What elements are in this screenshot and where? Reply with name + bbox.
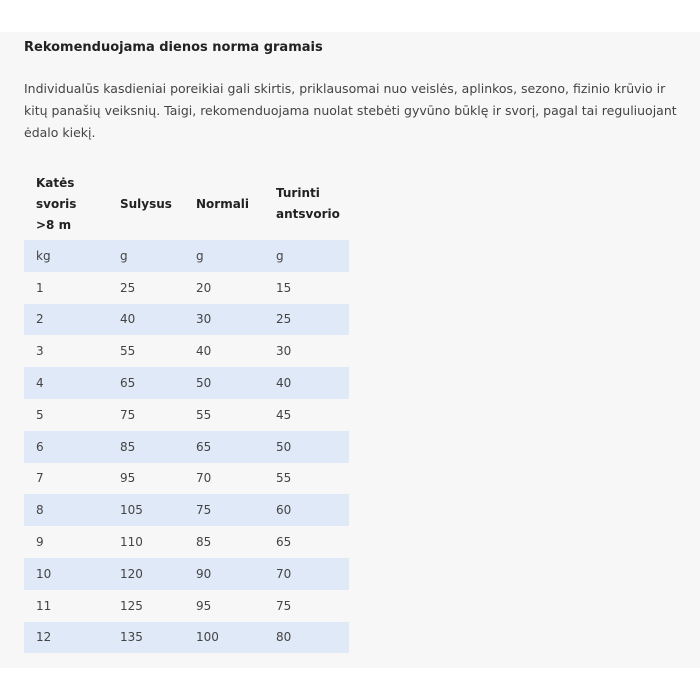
normal-cell: 90: [184, 558, 264, 590]
weight-cell: 3: [36, 344, 44, 359]
slim-cell: 110: [120, 535, 143, 550]
overweight-cell: 60: [264, 494, 349, 526]
normal-cell: 75: [184, 494, 264, 526]
slim-cell: 85: [108, 431, 184, 463]
header-normal: Normali: [196, 196, 250, 211]
normal-cell: 65: [184, 431, 264, 463]
slim-cell: g: [108, 240, 184, 272]
overweight-cell: 50: [264, 431, 349, 463]
weight-cell: 12: [24, 622, 108, 654]
slim-cell: 65: [108, 367, 184, 399]
header-cat-weight-line: svoris: [36, 196, 77, 211]
table-row: [24, 431, 349, 463]
weight-cell: 8: [24, 494, 108, 526]
overweight-cell: 65: [276, 535, 292, 550]
overweight-cell: 40: [264, 367, 349, 399]
header-cat-weight: [24, 168, 108, 240]
overweight-cell: g: [264, 240, 349, 272]
daily-norm-table: [24, 168, 349, 653]
normal-cell: 70: [196, 471, 212, 486]
overweight-cell: 15: [276, 280, 292, 295]
intro-line: Individualūs kasdieniai poreikiai gali skirtis, priklausomai nuo veislės, aplinkos, sezono, fizinio krūvio ir: [24, 81, 666, 96]
header-overweight-line: Turinti: [276, 186, 320, 200]
table-row: [24, 335, 349, 367]
table-row: [24, 494, 349, 526]
table-row: [24, 304, 349, 336]
content-panel: [0, 32, 700, 668]
table-header-row: [24, 168, 349, 240]
header-overweight: [264, 168, 349, 240]
header-slim: Sulysus: [120, 196, 172, 211]
weight-cell: 2: [24, 304, 108, 336]
table-row: [24, 367, 349, 399]
overweight-cell: 45: [276, 407, 292, 422]
normal-cell: 50: [184, 367, 264, 399]
table-units-row: [24, 240, 349, 272]
overweight-cell: 55: [276, 471, 292, 486]
weight-cell: 11: [36, 598, 52, 613]
table-row: [24, 399, 349, 431]
weight-cell: 7: [36, 471, 44, 486]
weight-cell: 5: [36, 407, 44, 422]
overweight-cell: 70: [264, 558, 349, 590]
overweight-cell: 80: [264, 622, 349, 654]
normal-cell: g: [184, 240, 264, 272]
normal-cell: 30: [184, 304, 264, 336]
weight-cell: 10: [24, 558, 108, 590]
normal-cell: 20: [196, 280, 212, 295]
slim-cell: 135: [108, 622, 184, 654]
normal-cell: 55: [196, 407, 212, 422]
normal-cell: 100: [184, 622, 264, 654]
normal-cell: 95: [196, 598, 212, 613]
table-row: [24, 463, 349, 495]
normal-cell: 85: [196, 535, 212, 550]
slim-cell: 40: [108, 304, 184, 336]
intro-paragraph: [24, 78, 684, 144]
table-row: [24, 622, 349, 654]
slim-cell: 105: [108, 494, 184, 526]
weight-cell: kg: [24, 240, 108, 272]
slim-cell: 25: [120, 280, 136, 295]
table-row: [24, 272, 349, 304]
overweight-cell: 30: [276, 344, 292, 359]
header-overweight-line: antsvorio: [276, 207, 340, 221]
intro-line: ėdalo kiekį.: [24, 125, 96, 140]
table-row: [24, 558, 349, 590]
header-cat-weight-line: Katės: [36, 175, 75, 190]
page-title: Rekomenduojama dienos norma gramais: [24, 40, 323, 55]
slim-cell: 120: [108, 558, 184, 590]
slim-cell: 95: [120, 471, 136, 486]
table-body: [24, 240, 349, 653]
weight-cell: 9: [36, 535, 44, 550]
slim-cell: 125: [120, 598, 143, 613]
weight-cell: 1: [36, 280, 44, 295]
slim-cell: 75: [120, 407, 136, 422]
slim-cell: 55: [120, 344, 136, 359]
normal-cell: 40: [196, 344, 212, 359]
overweight-cell: 25: [264, 304, 349, 336]
weight-cell: 6: [24, 431, 108, 463]
intro-line: kitų panašių veiksnių. Taigi, rekomenduojama nuolat stebėti gyvūno būklę ir svorį, pagal tai reguliuojant: [24, 103, 677, 118]
weight-cell: 4: [24, 367, 108, 399]
overweight-cell: 75: [276, 598, 292, 613]
header-cat-weight-line: >8 m: [36, 217, 72, 232]
table-row: [24, 526, 349, 558]
table-row: [24, 590, 349, 622]
